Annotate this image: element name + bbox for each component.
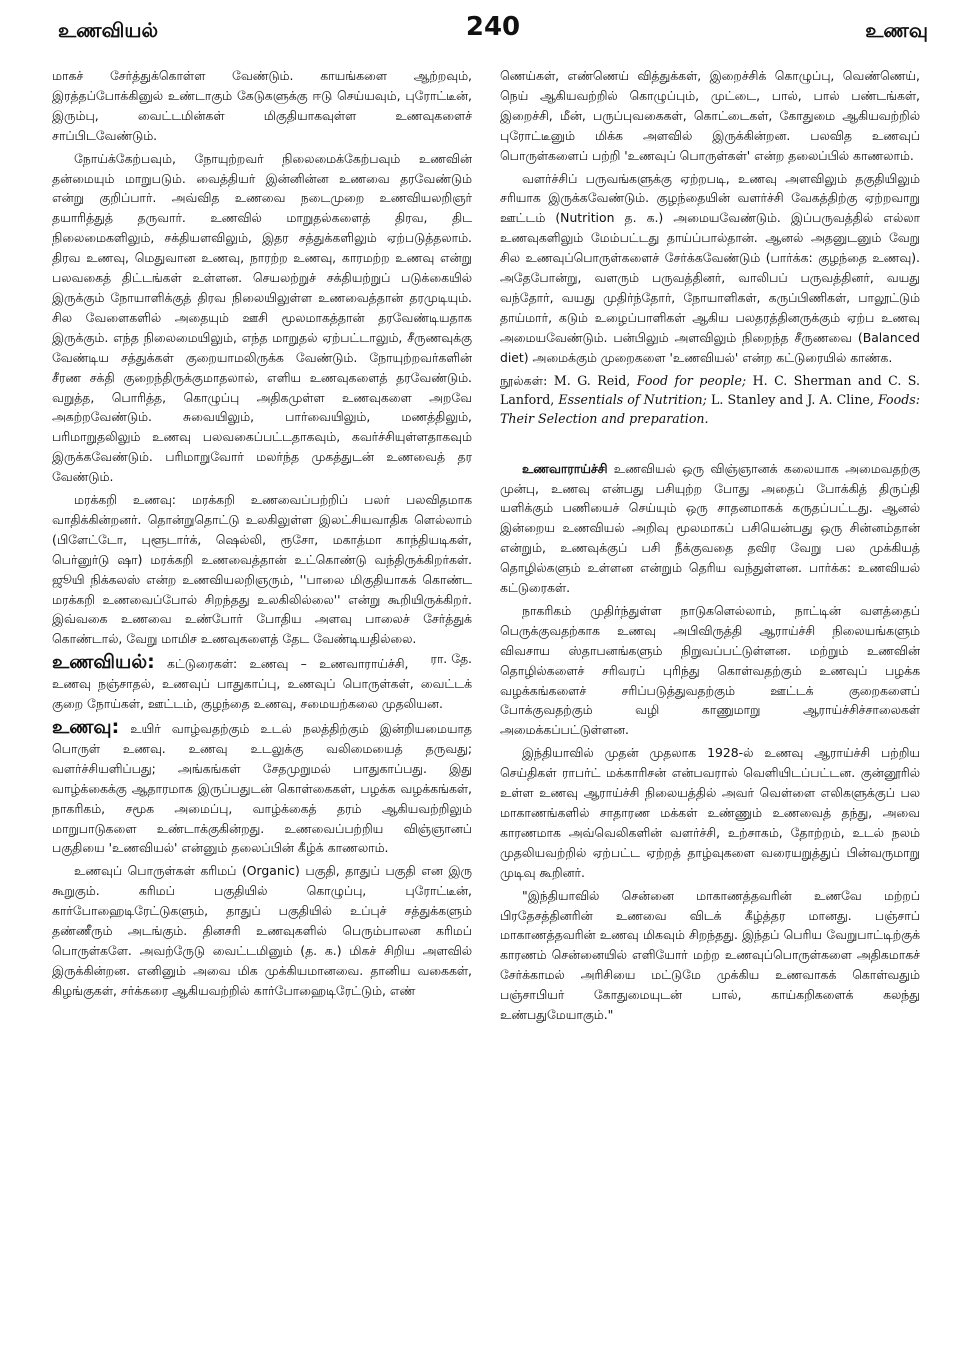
entry-heading: உணவியல்: xyxy=(52,651,155,674)
paragraph: உணவுப் பொருள்கள் கரிமப் (Organic) பகுதி, தாதுப் பகுதி என இரு கூறுகும். கரிமப் பகுதியில் கொழுப்பு, புரோட்டீன், கார்போஹைடிரேட்டுகளும், தாதுப் பகுதியில் உப்புச் சத்துக்களும் தண்ணீரும் அடங்கும். தினசரி உணவுகளில் பெரும்பாலன கரிமப் பொருள்களே. அவற்ருேடு வைட்டமினும் (த. க.) மிகச் சிறிய அளவில் இருக்கின்றன. எனினும் அவை மிக முக்கியமானவை. தானிய வகைகள், கிழங்குகள், சர்க்கரை ஆகியவற்றில் கார்போஹைடிரேட்டும், எண் xyxy=(52,863,472,998)
page-header xyxy=(58,12,928,48)
entry-unavu xyxy=(52,718,472,858)
paragraph: நாகரிகம் முதிர்ந்துள்ள நாடுகளெல்லாம், நாட்டின் வளத்தைப் பெருக்குவதற்காக உணவு அபிவிருத்தி ஆராய்ச்சி நிலையங்களும் விவசாய ஸ்தாபனங்களும் நிறுவப்பட்டுள்ளன. மற்றும் உணவின் தொழில்களைச் சரிவரப் புரிந்து கொள்வதற்கும் உணவுப் பழக்க வழக்கங்களைச் சரிப்படுத்துவதற்கும் ஊட்டக் குறைகளைப் போக்குவதற்கும் வழி காணுமாறு ஆராய்ச்சிச்சாலைகள் அமைக்கப்பட்டுள்ளன. xyxy=(500,602,920,738)
paragraph-vegetarian xyxy=(52,490,472,667)
references-label: நூல்கள்: xyxy=(500,372,548,388)
entry-body: கட்டுரைகள்: உணவு – உணவாராய்ச்சி, உணவு நஞ்சாதல், உணவுப் பாதுகாப்பு, உணவுப் பொருள்கள், வைட்டக் குறை நோய்கள், ஊட்டம், குழந்தை உணவு, சமையற்கலை முதலியன. xyxy=(52,656,472,712)
paragraph: ணெய்கள், எண்ணெய் வித்துக்கள், இறைச்சிக் கொழுப்பு, வெண்ணெய், நெய் ஆகியவற்றில் கொழுப்பும், முட்டை, பால், பால் பண்டங்கள், இறைச்சி, மீன், பருப்புவகைகள், கொட்டைகள், கோதுமை ஆகியவற்றில் புரோட்டீனும் மிக்க அளவில் இருக்கின்றன. பலவித உணவுப் பொருள்களைப் பற்றி 'உணவுப் பொருள்கள்' என்ற தலைப்பில் காணலாம். xyxy=(500,68,920,163)
entry-heading: உணவாராய்ச்சி xyxy=(522,460,608,476)
entry-research xyxy=(500,459,920,598)
running-head-left: உணவியல் xyxy=(58,18,159,42)
reference-author: M. G. Reid, xyxy=(553,372,631,388)
reference-author: H. C. Sherman and C. S. Lanford, xyxy=(500,372,920,407)
reference-title: Essentials of Nutrition; xyxy=(558,391,707,407)
paragraph: இந்தியாவில் முதன் முதலாக 1928-ல் உணவு ஆராய்ச்சி பற்றிய செய்திகள் ராபர்ட் மக்காரிசன் என்பவரால் வெளியிடப்பட்டன. குன்னூரில் உள்ள உணவு ஆராய்ச்சி நிலையத்தில் அவர் வெள்ளை எலிகளுக்குப் பல மாகாணங்களில் சாதாரண மக்கள் உண்ணும் உணவைத் தந்து, அவை காரணமாக அவ்வெலிகளின் வளர்ச்சி, உற்சாகம், தோற்றம், உடல் நலம் முதலியவற்றில் ஏற்பட்ட ஏற்றத் தாழ்வுகளை வரையறுத்துப் பின்வருமாறு முடிவு கூறினர். xyxy=(500,745,920,880)
paragraph: மாகச் சேர்த்துக்கொள்ள வேண்டும். காயங்களை ஆற்றவும், இரத்தப்போக்கினுல் உண்டாகும் கேடுகளுக்கு ஈடு செய்யவும், புரோட்டீன், இரும்பு, வைட்டமின்கள் மிகுதியாகவுள்ள உணவுகளைச் சாப்பிடவேண்டும். xyxy=(52,68,472,143)
vegetarian-text: மரக்கறி உணவு: மரக்கறி உணவைப்பற்றிப் பலர் பலவிதமாக வாதிக்கின்றனர். தொன்றுதொட்டு உலகிலுள்ள இலட்சியவாதிக ளெல்லாம் (பிளேட்டோ, புளூடார்க், ஷெல்லி, ரூசோ, மகாத்மா காந்தியடிகள், பெர்னுர்டு ஷா) மரக்கறி உணவைத்தான் உட்கொண்டு வந்திருக்கிறர்கள். ஜூயி நிக்கலஸ் என்ற உணவியலறிஞரும், ''பாலை மிகுதியாகக் கொண்ட மரக்கறி உணவைப்போல் சிறந்தது உலகிலில்லை'' என்று கூறியிருக்கிறர். இவ்வகை உணவை உண்போர் போதிய அளவு பாலைச் சேர்த்துக் கொண்டால், வேறு மாமிச உணவுகளைத் தேட வேண்டியதில்லை. xyxy=(52,492,472,647)
entry-heading: உணவு: xyxy=(52,716,120,738)
running-head-right: உணவு xyxy=(865,18,928,42)
entry-body: உயிர் வாழ்வதற்கும் உடல் நலத்திற்கும் இன்றியமையாத பொருள் உணவு. உணவு உடலுக்கு வலிமையைத் தருவது; வளர்ச்சியளிப்பது; அங்கங்கள் சேதமுறுமல் பாதுகாப்பது. இது வாழ்க்கைக்கு ஆதாரமாக இருப்பதுடன் கொள்கைகள், பழக்க வழக்கங்கள், நாகரிகம், சமூக அமைப்பு, வாழ்க்கைத் தரம் ஆகியவற்றிலும் மாறுபாடுகளை உண்டாக்குகின்றது. உணவைப்பற்றிய விஞ்ஞானப் பகுதியை 'உணவியல்' என்னும் தலைப்பின் கீழ்க் காணலாம். xyxy=(52,721,472,856)
references xyxy=(500,371,920,428)
reference-author: L. Stanley and J. A. Cline, xyxy=(711,391,874,407)
spacer xyxy=(500,431,920,459)
reference-title: Food for people; xyxy=(636,372,747,388)
entry-body: உணவியல் ஒரு விஞ்ஞானக் கலையாக அமைவதற்கு முன்பு, உணவு என்பது பசியுற்ற போது அதைப் போக்கித் திருப்தி யளிக்கும் பணியைச் செய்யும் ஒரு சாதனமாகக் கருதப்பட்டது. ஆனல் இன்றைய உணவியல் அறிவு மூலமாகப் பசியென்பது ஒரு சின்னம்தான் என்றும், உணவுக்குப் பசி நீக்குவதை தவிர வேறு பல முக்கியத் தொழில்களும் உள்ளன என்றும் தெரிய வந்துள்ளன. பார்க்க: உணவியல் கட்டுரைகள். xyxy=(500,460,920,596)
reference-title: Foods: Their Selection and preparation. xyxy=(500,391,920,426)
paragraph: நோய்க்கேற்பவும், நோயுற்றவர் நிலைமைக்கேற்பவும் உணவின் தன்மையும் மாறுபடும். வைத்தியர் இன்னின்ன உணவை தரவேண்டும் என்று குறிப்பார். அவ்வித உணவை நடைமுறை உணவியலறிஞர் தயாரித்துத் தருவார். உணவில் மாறுதல்களைத் திரவ, திட நிலைமைகளிலும், சக்தியளவிலும், இதர சத்துக்களிலும் ஏற்படுத்தலாம். திரவ உணவு, மெதுவான உணவு, நாரற்ற உணவு, காரமற்ற உணவு என்று பலவகைத் திட்டங்கள் உள்ளன. செயலற்றுச் சக்தியற்றுப் படுக்கையில் இருக்கும் நோயாளிக்குத் திரவ நிலையிலுள்ள உணவைத்தான் தரமுடியும். சில வேளைகளில் அதையும் ஊசி மூலமாகத்தான் தரவேண்டியதாக இருக்கும். எந்த நிலைமையிலும், எந்த மாறுதல் ஏற்பட்டாலும், சீருணவுக்கு வேண்டிய சத்துக்கள் குறையாமலிருக்க வேண்டும். நோயுற்றவர்களின் சீரண சக்தி குறைந்திருக்குமாதலால், எளிய உணவுகளைத் தரவேண்டும். வறுத்த, பொரித்த, கொழுப்பு அதிகமுள்ள உணவுகளை அறவே அகற்றவேண்டும். சுவையிலும், பார்வையிலும், மணத்திலும், பரிமாறுதலிலும் உணவு பலவகைப்பட்டதாகவும், கவர்ச்சியுள்ளதாகவும் இருக்கவேண்டும். பரிமாறுவோர் மலர்ந்த முகத்துடன் உணவைத் தர வேண்டும். xyxy=(52,150,472,485)
left-column xyxy=(52,66,472,1004)
paragraph: வளர்ச்சிப் பருவங்களுக்கு ஏற்றபடி, உணவு அளவிலும் தகுதியிலும் சரியாக இருக்கவேண்டும். குழந்தையின் வளர்ச்சி வேகத்திற்கு ஏற்றவாறு ஊட்டம் (Nutrition த. க.) அமையவேண்டும். இப்பருவத்தில் எல்லா உணவுகளிலும் மேம்பட்டது தாய்ப்பால்தான். ஆனல் அதனுடனும் வேறு சில உணவுப்பொருள்களைச் சேர்க்கவேண்டும் (பார்க்க: குழந்தை உணவு). அதேபோன்று, வளரும் பருவத்தினர், வாலிபப் பருவத்தினர், வயது வந்தோர், வயது முதிர்ந்தோர், நோயாளிகள், கருப்பிணிகள், பாலூட்டும் தாய்மார், கடும் உழைப்பாளிகள் ஆகிய பலதரத்தினருக்கும் ஏற்ப உணவு அமையவேண்டும். பன்பிலும் அளவிலும் நிறைந்த சீருணவை (Balanced diet) அமைக்கும் முறைகளை 'உணவியல்' என்ற கட்டுரையில் காண்க. xyxy=(500,170,920,365)
quote-paragraph: "இந்தியாவில் சென்னை மாகாணத்தவரின் உணவே மற்றப் பிரதேசத்தினரின் உணவை விடக் கீழ்த்தர மானது. பஞ்சாப் மாகாணத்தவரின் உணவு மிகவும் சிறந்தது. இந்தப் பெரிய வேறுபாட்டிற்குக் காரணம் சென்னையில் எளியோர் மற்ற உணவுப்பொருள்களை அதிகமாகச் சேர்க்காமல் அரிசியை மட்டுமே முக்கிய உணவாகக் கொள்வதும் பஞ்சாபியர் கோதுமையுடன் பால், காய்கறிகளைக் கலந்து உண்பதுமேயாகும்." xyxy=(500,887,920,1023)
page-number: 240 xyxy=(465,12,521,42)
author-initials: ரா. தே. xyxy=(430,651,472,667)
right-column xyxy=(500,66,920,1028)
